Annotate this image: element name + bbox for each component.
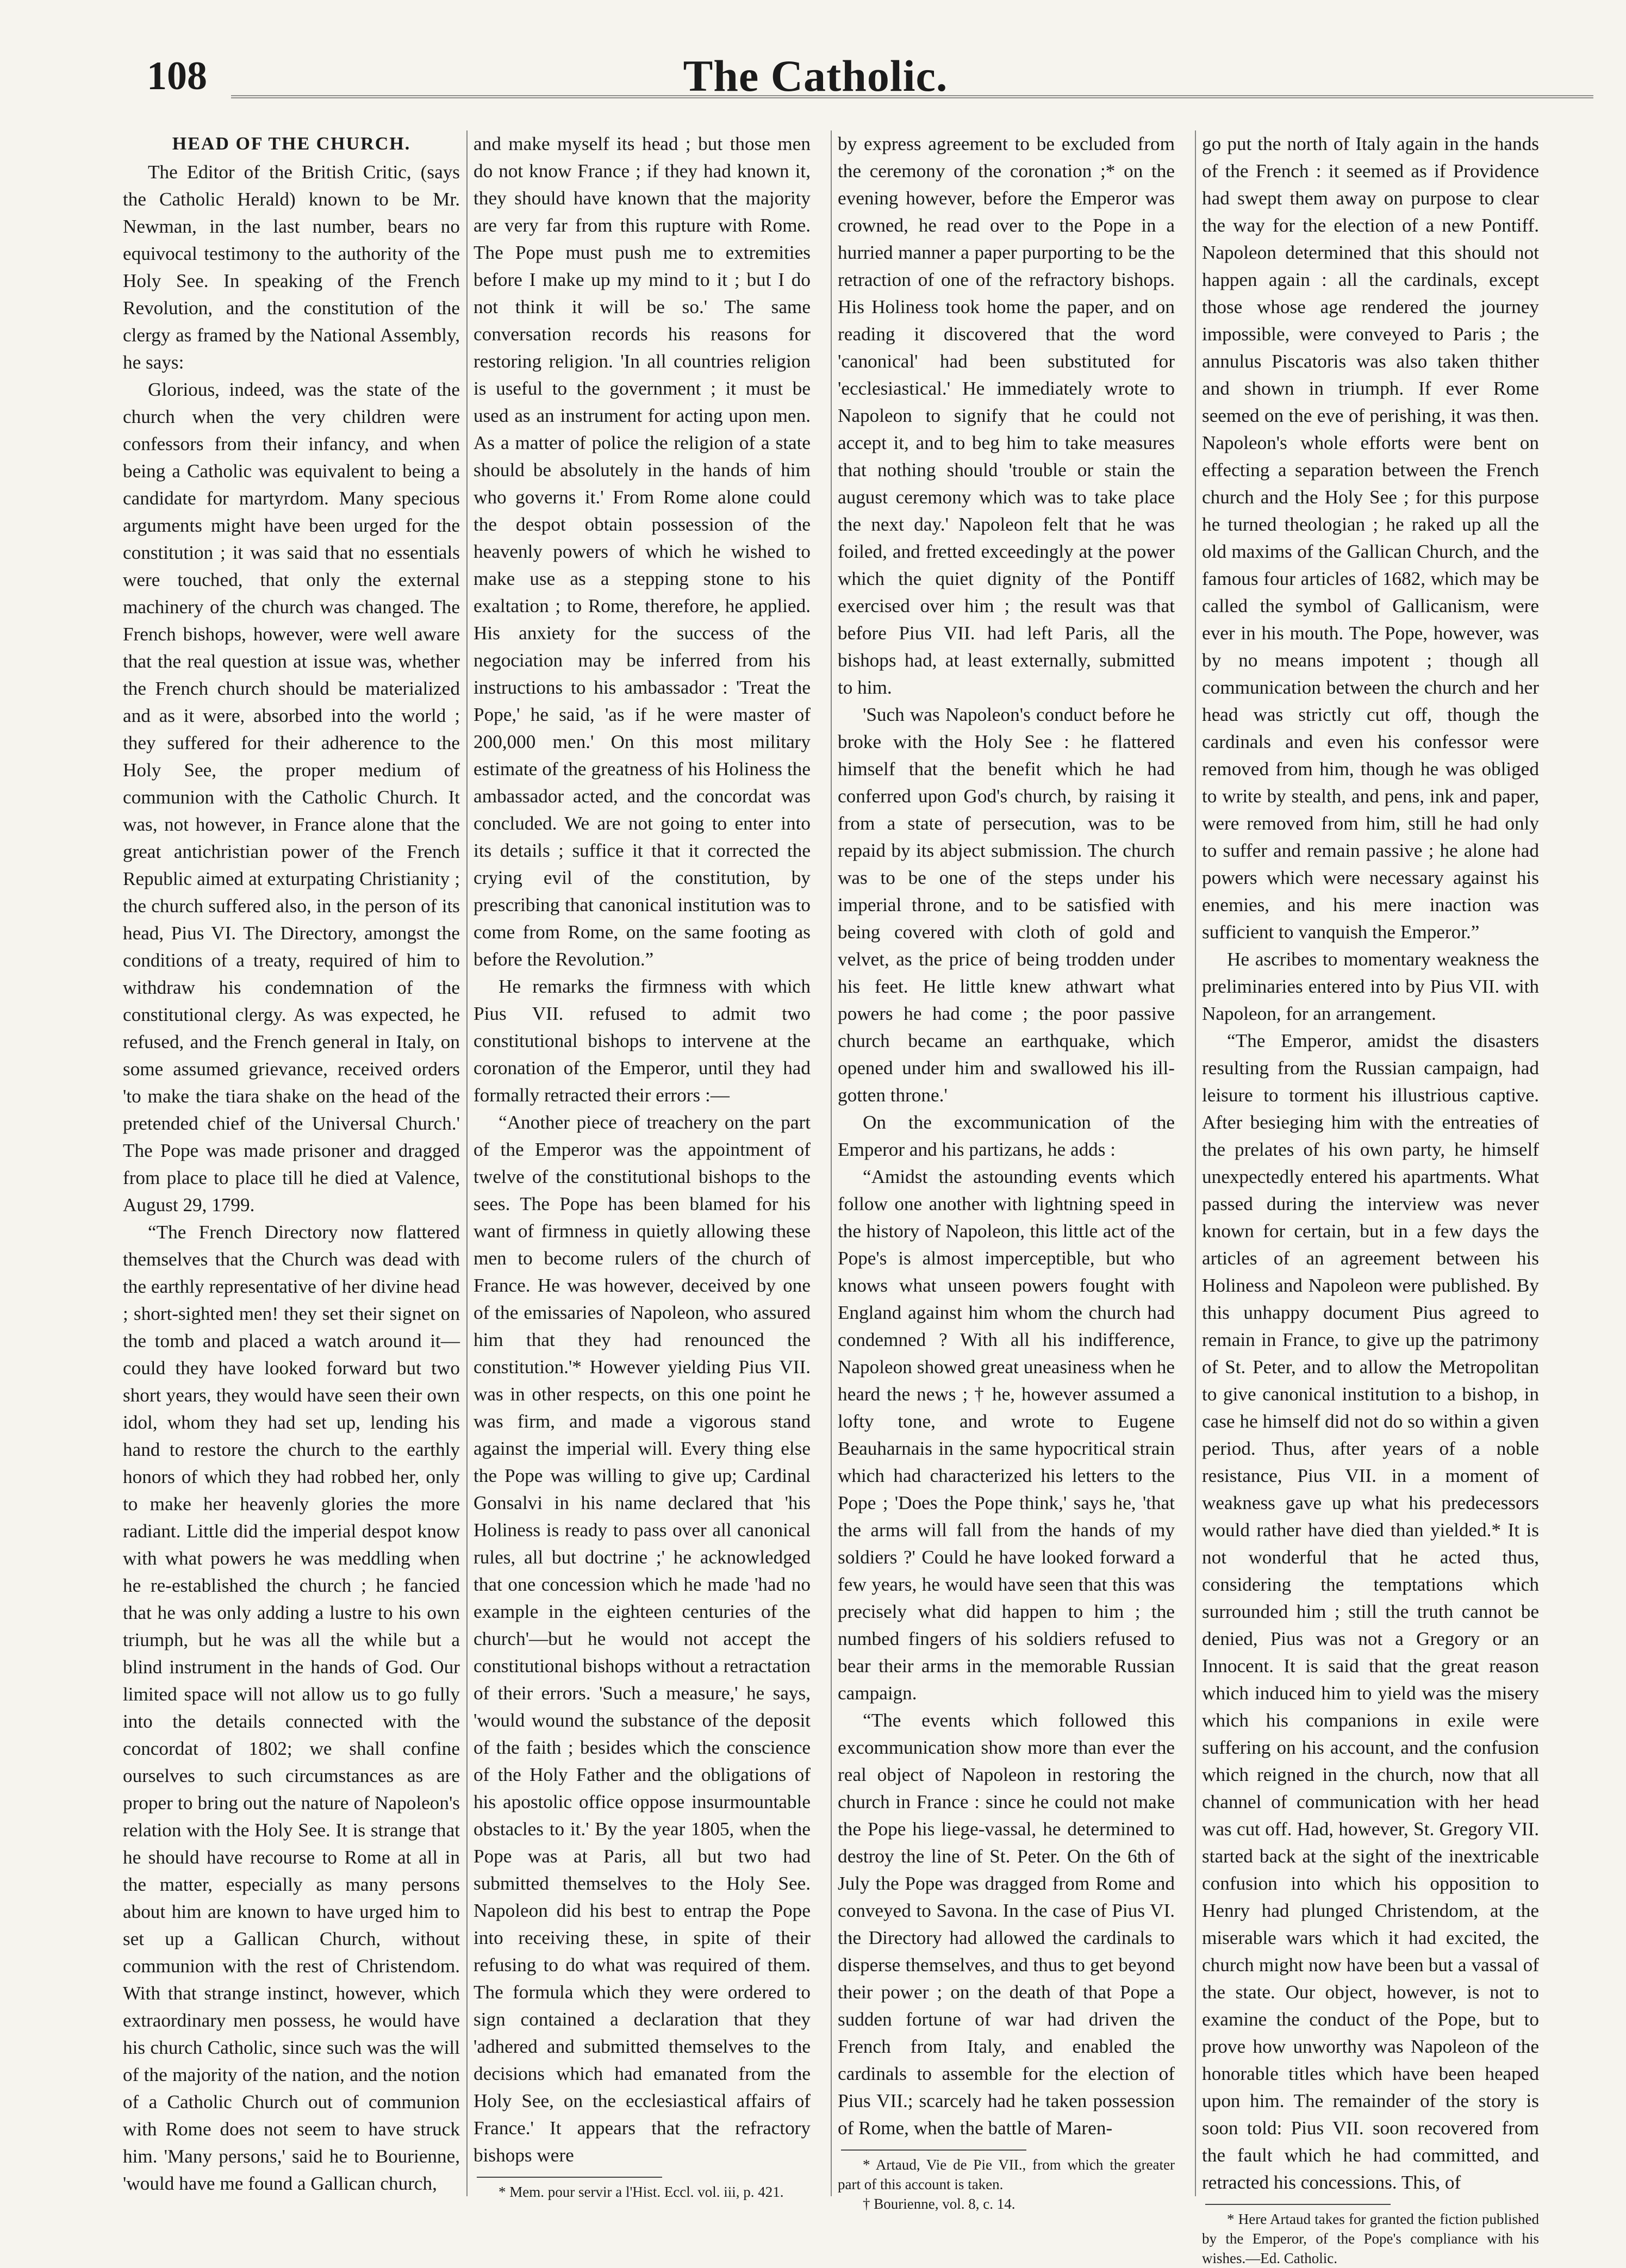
- article-columns: [123, 130, 1563, 2266]
- article-paragraph: by express agreement to be excluded from the ceremony of the coronation ;* on the evening however, before the Emperor was crowned, he read over to the Pope in a hurried manner a paper purporting to be the retraction of one of the refractory bishops. His Holiness took home the paper, and on reading it discovered that the word 'canonical' had been substituted for 'ecclesiastical.' He immediately wrote to Napoleon to signify that he could not accept it, and to beg him to take measures that nothing should 'trouble or stain the august ceremony which was to take place the next day.' Napoleon felt that he was foiled, and fretted exceedingly at the power which the quiet dignity of the Pontiff exercised over him ; the result was that before Pius VII. had left Paris, all the bishops had, at least externally, submitted to him.: [838, 133, 1175, 698]
- footnote-rule: [1205, 2204, 1391, 2205]
- journal-title: The Catholic.: [683, 51, 948, 101]
- footnote-rule: [841, 2149, 1026, 2151]
- article-paragraph: “The French Directory now flattered themselves that the Church was dead with the earthly representative of her divine head ; short-sighted men! they set their signet on the tomb and placed a watch around it—could they have looked forward but two short years, they would have seen their own idol, whom they had set up, lending his hand to restore the church to the earthly honors of which they had robbed her, only to make her heavenly glories the more radiant. Little did the imperial despot know with what powers he was meddling when he re-established the church ; he fancied that he was only adding a lustre to his own triumph, but he was all the while but a blind instrument in the hands of God. Our limited space will not allow us to go fully into the details connected with the concordat of 1802; we shall confine ourselves to such circumstances as are proper to bring out the nature of Napoleon's relation with the Holy See. It is strange that he should have recourse to Rome at all in the matter, especially as many persons about him are known to have urged him to set up a Gallican Church, without communion with the rest of Christendom. With that strange instinct, however, which extraordinary men possess, he would have his church Catholic, since such was the will of the majority of the nation, and the notion of a Catholic Church out of communion with Rome does not seem to have struck him. 'Many persons,' said he to Bourienne, 'would have me found a Gallican church,: [123, 1222, 460, 2194]
- article-paragraph: 'Such was Napoleon's conduct before he broke with the Holy See : he flattered himself that the benefit which he had conferred upon God's church, by raising it from a state of persecution, was to be repaid by its abject submission. The church was to be one of the steps under his imperial throne, and to be satisfied with being covered with cloth of gold and velvet, as the price of being trodden under his feet. He little knew athwart what powers he had come ; the poor passive church became an earthquake, which opened under him and swallowed his ill-gotten throne.': [838, 704, 1175, 1106]
- article-paragraph: Glorious, indeed, was the state of the church when the very children were confessors from their infancy, and when being a Catholic was equivalent to being a candidate for martyrdom. Many specious arguments might have been urged for the constitution ; it was said that no essentials were touched, that only the external machinery of the church was changed. The French bishops, however, were well aware that the real question at issue was, whether the French church should be materialized and as it were, absorbed into the world ; they suffered for their adherence to the Holy See, the proper medium of communion with the Catholic Church. It was, not however, in France alone that the great antichristian power of the French Republic aimed at exturpating Christianity ; the church suffered also, in the person of its head, Pius VI. The Directory, amongst the conditions of a treaty, required of him to withdraw his condemnation of the constitutional clergy. As was expected, he refused, and the French general in Italy, on some assumed grievance, received orders 'to make the tiara shake on the head of the pretended chief of the Universal Church.' The Pope was made prisoner and dragged from place to place till he died at Valence, August 29, 1799.: [123, 379, 460, 1216]
- footnote: † Bourienne, vol. 8, c. 14.: [863, 2196, 1016, 2212]
- footnote: * Here Artaud takes for granted the fiction published by the Emperor, of the Pope's compliance with his wishes.—Ed. Catholic.: [1202, 2211, 1539, 2266]
- column-divider: [831, 130, 832, 2196]
- article-paragraph: “Amidst the astounding events which follow one another with lightning speed in the history of Napoleon, this little act of the Pope's is almost imperceptible, but who knows what unseen powers fought with England against him whom the church had condemned ? With all his indifference, Napoleon showed great uneasiness when he heard the news ; † he, however assumed a lofty tone, and wrote to Eugene Beauharnais in the same hypocritical strain which had characterized his letters to the Pope ; 'Does the Pope think,' says he, 'that the arms will fall from the hands of my soldiers ?' Could he have looked forward a few years, he would have seen that this was precisely what did happen to him ; the numbed fingers of his soldiers refused to bear their arms in the memorable Russian campaign.: [838, 1166, 1175, 1704]
- column-4: [1202, 130, 1539, 2266]
- column-3: [838, 130, 1175, 2212]
- column-2: [474, 130, 811, 2200]
- column-divider: [466, 130, 468, 2196]
- footnote-rule: [477, 2177, 662, 2178]
- section-title: HEAD OF THE CHURCH.: [172, 134, 411, 154]
- article-paragraph: The Editor of the British Critic, (says the Catholic Herald) known to be Mr. Newman, in the last number, bears no equivocal testimony to the authority of the Holy See. In speaking of the French Revolution, and the constitution of the clergy as framed by the National Assembly, he says:: [123, 161, 460, 373]
- article-paragraph: and make myself its head ; but those men do not know France ; if they had known it, they should have known that the majority are very far from this rupture with Rome. The Pope must push me to extremities before I make up my mind to it ; but I do not think it will be so.' The same conversation records his reasons for restoring religion. 'In all countries religion is useful to the government ; it must be used as an instrument for acting upon men. As a matter of police the religion of a state should be absolutely in the hands of him who governs it.' From Rome alone could the despot obtain possession of the heavenly powers of which he wished to make use as a stepping stone to his exaltation ; to Rome, therefore, he applied. His anxiety for the success of the negociation may be inferred from his instructions to his ambassador : 'Treat the Pope,' he said, 'as if he were master of 200,000 men.' On this most military estimate of the greatness of his Holiness the ambassador acted, and the concordat was concluded. We are not going to enter into its details ; suffice it that it corrected the crying evil of the constitution, by prescribing that canonical institution was to come from Rome, on the same footing as before the Revolution.”: [474, 133, 811, 970]
- article-paragraph: “Another piece of treachery on the part of the Emperor was the appointment of twelve of the constitutional bishops to the sees. The Pope has been blamed for his want of firmness in quietly allowing these men to become rulers of the church of France. He was however, deceived by one of the emissaries of Napoleon, who assured him that they had renounced the constitution.'* However yielding Pius VII. was in other respects, on this one point he was firm, and made a vigorous stand against the imperial will. Every thing else the Pope was willing to give up; Cardinal Gonsalvi in his name declared that 'his Holiness is ready to pass over all canonical rules, all but doctrine ;' he acknowledged that one concession which he made 'had no example in the eighteen centuries of the church'—but he would not accept the constitutional bishops without a retractation of their errors. 'Such a measure,' he says, 'would wound the substance of the deposit of the faith ; besides which the conscience of the Holy Father and the obligations of his apostolic office oppose insurmountable obstacles to it.' By the year 1805, when the Pope was at Paris, all but two had submitted themselves to the Holy See. Napoleon did his best to entrap the Pope into receiving these, in spite of their refusing to do what was required of them. The formula which they were ordered to sign contained a declaration that they 'adhered and submitted themselves to the decisions which had emanated from the Holy See, on the ecclesiastical affairs of France.' It appears that the refractory bishops were: [474, 1112, 811, 2166]
- column-divider: [1195, 130, 1196, 2196]
- article-paragraph: He ascribes to momentary weakness the preliminaries entered into by Pius VII. with Napoleon, for an arrangement.: [1202, 949, 1539, 1024]
- footnote: * Mem. pour servir a l'Hist. Eccl. vol. iii, p. 421.: [499, 2184, 784, 2200]
- article-paragraph: He remarks the firmness with which Pius VII. refused to admit two constitutional bishops to intervene at the coronation of the Emperor, until they had formally retracted their errors :—: [474, 976, 811, 1106]
- header-rule: [231, 95, 1593, 98]
- article-paragraph: “The Emperor, amidst the disasters resulting from the Russian campaign, had leisure to torment his illustrious captive. After besieging him with the entreaties of the prelates of his own party, he himself unexpectedly entered his apartments. What passed during the interview was never known for certain, but in a few days the articles of an agreement between his Holiness and Napoleon were published. By this unhappy document Pius agreed to remain in France, to give up the patrimony of St. Peter, and to allow the Metropolitan to give canonical institution to a bishop, in case he himself did not do so within a given period. Thus, after years of a noble resistance, Pius VII. in a moment of weakness gave up what his predecessors would rather have died than yielded.* It is not wonderful that he acted thus, considering the temptations which surrounded him ; still the truth cannot be denied, Pius was not a Gregory or an Innocent. It is said that the great reason which induced him to yield was the misery which his companions in exile were suffering on his account, and the confusion which reigned in the church, now that all channel of communication with her head was cut off. Had, however, St. Gregory VII. started back at the sight of the inextricable confusion into which his opposition to Henry had plunged Christendom, at the miserable wars which it had excited, the church might now have been but a vassal of the state. Our object, however, is not to examine the conduct of the Pope, but to prove how unworthy was Napoleon of the honorable titles which have been heaped upon him. The remainder of the story is soon told: Pius VII. soon recovered from the fault which he had committed, and retracted his concessions. This, of: [1202, 1030, 1539, 2193]
- footnote: * Artaud, Vie de Pie VII., from which the greater part of this account is taken.: [838, 2157, 1175, 2192]
- article-paragraph: go put the north of Italy again in the hands of the French : it seemed as if Providence had swept them away on purpose to clear the way for the election of a new Pontiff. Napoleon determined that this should not happen again : all the cardinals, except those whose age rendered the journey impossible, were conveyed to Paris ; the annulus Piscatoris was also taken thither and shown in triumph. If ever Rome seemed on the eve of perishing, it was then. Napoleon's whole efforts were bent on effecting a separation between the French church and the Holy See ; for this purpose he turned theologian ; he raked up all the old maxims of the Gallican Church, and the famous four articles of 1682, which may be called the symbol of Gallicanism, were ever in his mouth. The Pope, however, was by no means impotent ; though all communication between the church and her head was strictly cut off, though the cardinals and even his confessor were removed from him, though he was obliged to write by stealth, and pens, ink and paper, were removed from him, still he had only to suffer and remain passive ; he alone had powers which were necessary against his enemies, and his mere inaction was sufficient to vanquish the Emperor.”: [1202, 133, 1539, 943]
- article-paragraph: On the excommunication of the Emperor and his partizans, he adds :: [838, 1112, 1175, 1160]
- column-1: [123, 130, 460, 2196]
- article-paragraph: “The events which followed this excommunication show more than ever the real object of Napoleon in restoring the church in France : since he could not make the Pope his liege-vassal, he determined to destroy the line of St. Peter. On the 6th of July the Pope was dragged from Rome and conveyed to Savona. In the case of Pius VI. the Directory had allowed the cardinals to disperse themselves, and thus to get beyond their power ; on the death of that Pope a sudden fortune of war had driven the French from Italy, and enabled the cardinals to assemble for the election of Pius VII.; scarcely had he taken possession of Rome, when the battle of Maren-: [838, 1710, 1175, 2139]
- page-number: 108: [147, 54, 207, 98]
